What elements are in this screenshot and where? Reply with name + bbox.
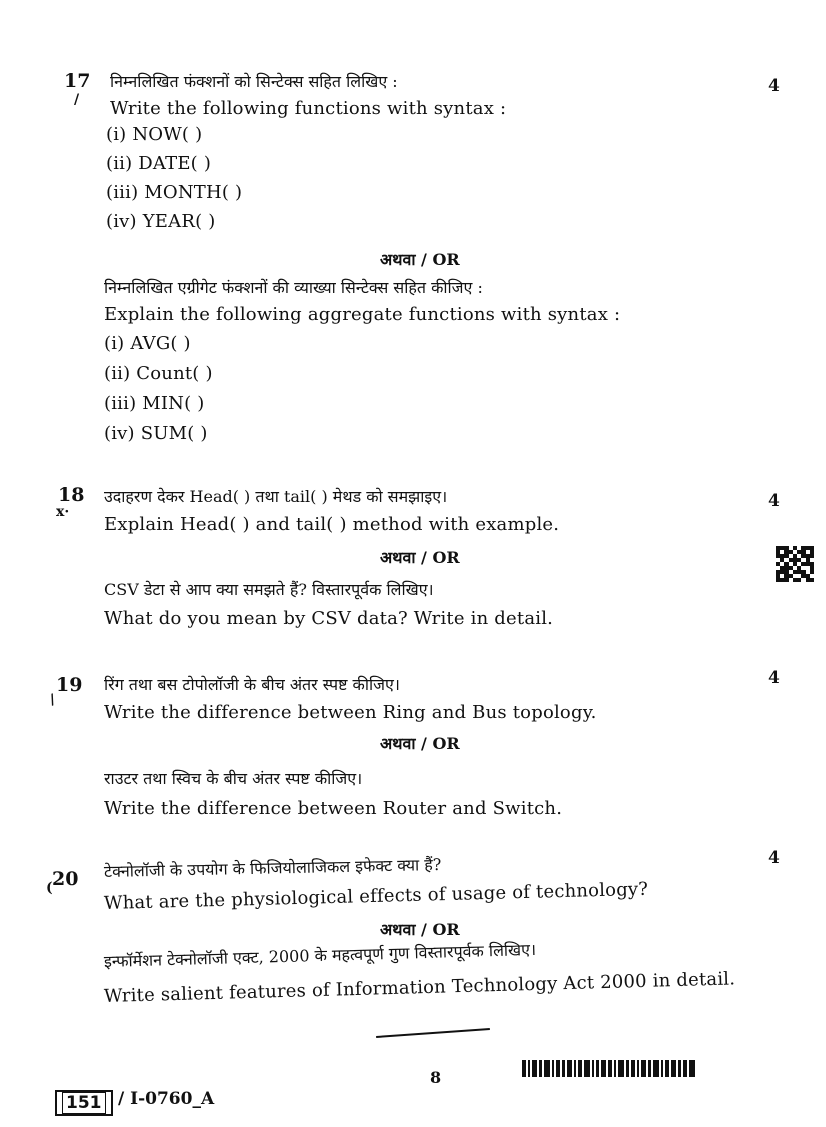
handwritten-tick-mark: / bbox=[74, 92, 80, 108]
question-20-alt-hindi: इन्फॉर्मेशन टेक्नोलॉजी एक्ट, 2000 के महत्वपूर्ण गुण विस्तारपूर्वक लिखिए। bbox=[103, 939, 537, 971]
question-18-english: Explain Head( ) and tail( ) method with example. bbox=[104, 514, 560, 535]
paper-code-number: 151 bbox=[62, 1092, 106, 1114]
question-20-or: अथवा / OR bbox=[380, 920, 460, 939]
question-17-alt-item-1: (i) AVG( ) bbox=[104, 333, 191, 354]
page-number: 8 bbox=[430, 1068, 442, 1087]
question-number-17: 17 bbox=[64, 70, 91, 92]
handwritten-tick-mark: ( bbox=[46, 880, 53, 896]
question-number-20: 20 bbox=[52, 868, 79, 890]
paper-code: / I-0760_A bbox=[118, 1089, 215, 1109]
question-19-alt-english: Write the difference between Router and Switch. bbox=[104, 798, 563, 819]
question-17-item-2: (ii) DATE( ) bbox=[106, 153, 212, 174]
handwritten-cross-mark: x· bbox=[56, 504, 70, 520]
question-19-alt-hindi: राउटर तथा स्विच के बीच अंतर स्पष्ट कीजिए। bbox=[104, 769, 363, 788]
question-17-or: अथवा / OR bbox=[380, 250, 460, 269]
question-18-alt-hindi: CSV डेटा से आप क्या समझते हैं? विस्तारपूर्वक लिखिए। bbox=[104, 580, 434, 599]
question-18-marks: 4 bbox=[768, 491, 780, 511]
question-number-18: 18 bbox=[58, 484, 85, 506]
question-17-alt-item-4: (iv) SUM( ) bbox=[104, 423, 208, 444]
question-17-item-3: (iii) MONTH( ) bbox=[106, 182, 243, 203]
question-17-alt-item-3: (iii) MIN( ) bbox=[104, 393, 205, 414]
question-17-item-4: (iv) YEAR( ) bbox=[106, 211, 216, 232]
question-17-alt-hindi: निम्नलिखित एग्रीगेट फंक्शनों की व्याख्या सिन्टेक्स सहित कीजिए : bbox=[104, 278, 483, 297]
question-20-english: What are the physiological effects of usage of technology? bbox=[103, 878, 649, 914]
question-19-hindi: रिंग तथा बस टोपोलॉजी के बीच अंतर स्पष्ट कीजिए। bbox=[104, 675, 400, 694]
question-20-marks: 4 bbox=[768, 848, 780, 868]
question-19-or: अथवा / OR bbox=[380, 734, 460, 753]
question-20-hindi: टेक्नोलॉजी के उपयोग के फिजियोलाजिकल इफेक्ट क्या हैं? bbox=[103, 854, 442, 881]
question-17-marks: 4 bbox=[768, 76, 780, 96]
footer-divider bbox=[376, 1028, 490, 1038]
question-18-hindi: उदाहरण देकर Head( ) तथा tail( ) मेथड को समझाइए। bbox=[104, 487, 448, 506]
question-18-or: अथवा / OR bbox=[380, 548, 460, 567]
question-17-english: Write the following functions with syntax : bbox=[110, 98, 507, 119]
question-17-alt-item-2: (ii) Count( ) bbox=[104, 363, 213, 384]
question-20-alt-english: Write salient features of Information Technology Act 2000 in detail. bbox=[103, 968, 736, 1007]
qr-code-icon bbox=[776, 546, 814, 582]
question-17-alt-english: Explain the following aggregate functions with syntax : bbox=[104, 304, 621, 325]
barcode-icon bbox=[522, 1060, 700, 1077]
question-17-item-1: (i) NOW( ) bbox=[106, 124, 203, 145]
handwritten-tick-mark: / bbox=[47, 691, 58, 709]
question-17-hindi: निम्नलिखित फंक्शनों को सिन्टेक्स सहित लिखिए : bbox=[110, 72, 398, 91]
question-number-19: 19 bbox=[56, 674, 83, 696]
question-18-alt-english: What do you mean by CSV data? Write in detail. bbox=[104, 608, 554, 629]
question-19-english: Write the difference between Ring and Bus topology. bbox=[104, 702, 597, 723]
paper-code-box bbox=[55, 1090, 113, 1116]
question-19-marks: 4 bbox=[768, 668, 780, 688]
